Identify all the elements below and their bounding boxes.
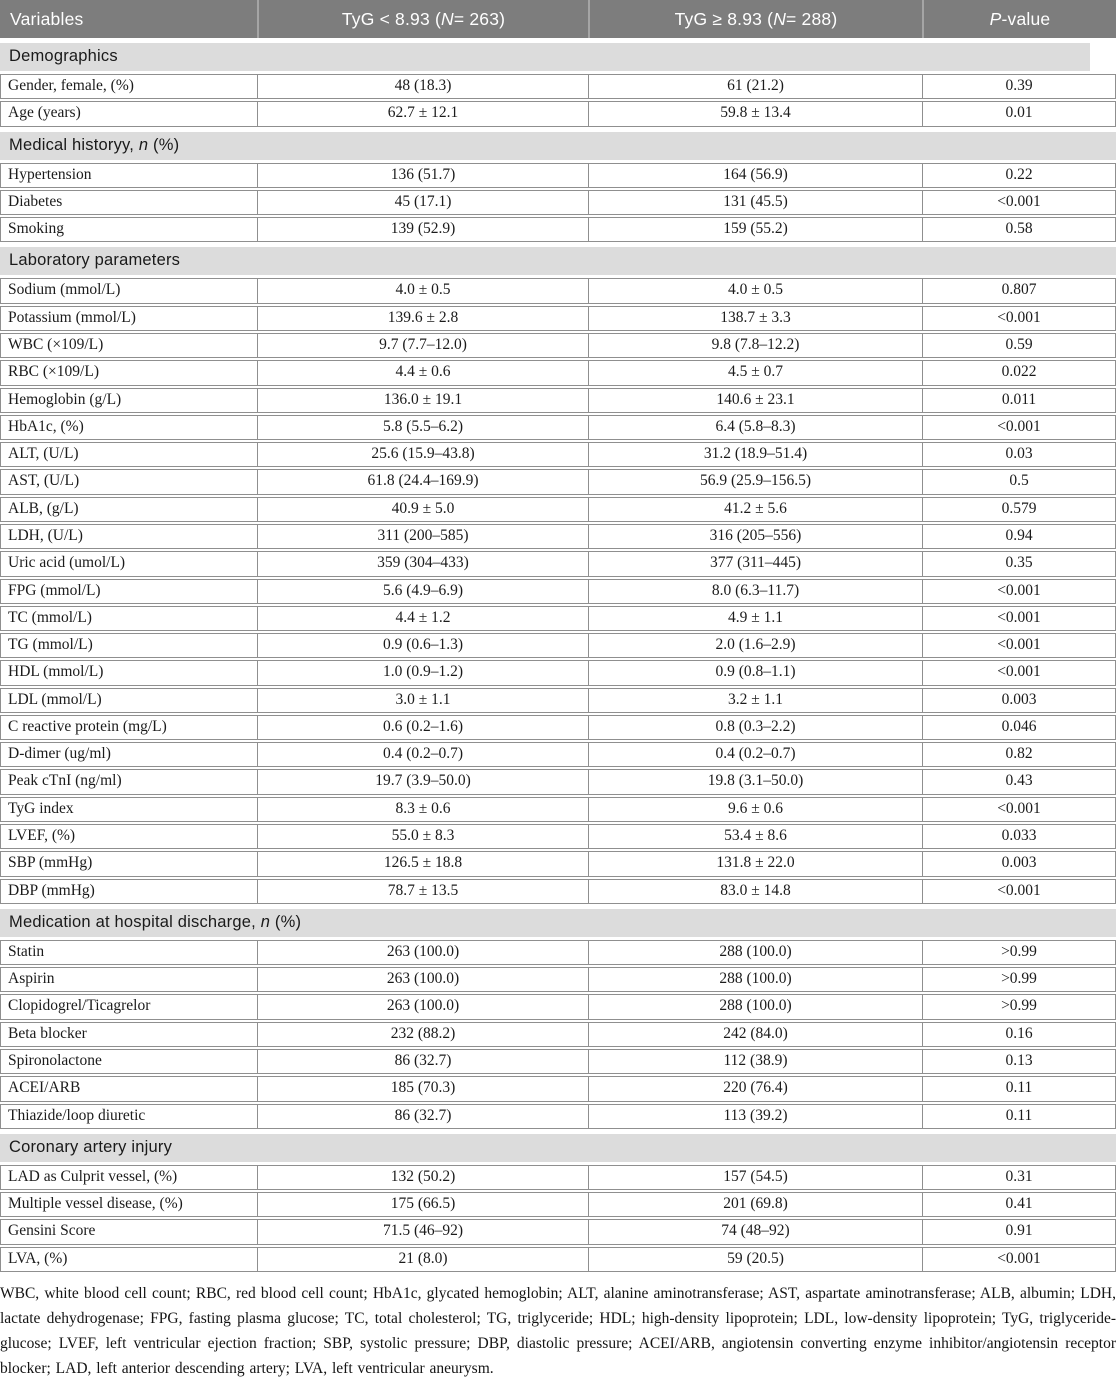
p-value-cell: <0.001 <box>922 798 1115 821</box>
variable-label-cell: FPG (mmol/L) <box>8 581 101 599</box>
table-row <box>0 1165 1116 1190</box>
table-footnote: WBC, white blood cell count; RBC, red blood cell count; HbA1c, glycated hemoglobin; ALT, alanine aminotransferase; AST, aspartate aminotransferase; ALB, albumin; LDH, lactate dehydrogenase; FPG, fasting plasma glucose; TC, total cholesterol; TG, triglyceride; HDL; high-density lipoprotein; LDL, low-density lipoprotein; TyG, triglyceride-glucose; LVEF, left ventricular ejection fraction; SBP, systolic pressure; DBP, diastolic pressure; ACEI/ARB, angiotensin converting enzyme inhibitor/angiotensin receptor blocker; LAD, left anterior descending artery; LVA, left ventricular aneurysm. <box>0 1284 1116 1378</box>
value-cell: 131.8 ± 22.0 <box>588 852 922 875</box>
variable-label-cell: Uric acid (umol/L) <box>8 554 126 572</box>
p-value-cell: 0.046 <box>922 716 1115 739</box>
value-cell: 31.2 (18.9–51.4) <box>588 443 922 466</box>
value-cell: 59 (20.5) <box>588 1248 922 1271</box>
variable-label-cell: C reactive protein (mg/L) <box>8 717 167 735</box>
table-row <box>0 660 1116 685</box>
value-cell: 288 (100.0) <box>588 995 922 1018</box>
section-header: Laboratory parameters <box>0 247 1116 275</box>
p-value-cell: <0.001 <box>922 307 1115 330</box>
p-value-cell: >0.99 <box>922 941 1115 964</box>
variable-label-cell: Gensini Score <box>8 1222 96 1240</box>
value-cell: 5.6 (4.9–6.9) <box>257 580 588 603</box>
variable-label-cell: HDL (mmol/L) <box>8 663 104 681</box>
table-row <box>0 360 1116 385</box>
table-row <box>0 469 1116 494</box>
value-cell: 45 (17.1) <box>257 191 588 214</box>
value-cell: 175 (66.5) <box>257 1193 588 1216</box>
value-cell: 6.4 (5.8–8.3) <box>588 416 922 439</box>
value-cell: 3.2 ± 1.1 <box>588 689 922 712</box>
p-value-cell: 0.43 <box>922 770 1115 793</box>
table-row <box>0 190 1116 215</box>
p-value-cell: 0.31 <box>922 1166 1115 1189</box>
value-cell: 55.0 ± 8.3 <box>257 825 588 848</box>
value-cell: 263 (100.0) <box>257 968 588 991</box>
table-row <box>0 879 1116 904</box>
value-cell: 71.5 (46–92) <box>257 1220 588 1243</box>
value-cell: 4.9 ± 1.1 <box>588 607 922 630</box>
value-cell: 126.5 ± 18.8 <box>257 852 588 875</box>
value-cell: 140.6 ± 23.1 <box>588 389 922 412</box>
column-header: Variables <box>10 8 84 29</box>
variable-label-cell: Beta blocker <box>8 1024 87 1042</box>
table-row <box>0 1219 1116 1244</box>
value-cell: 4.5 ± 0.7 <box>588 361 922 384</box>
table-row <box>0 715 1116 740</box>
value-cell: 242 (84.0) <box>588 1023 922 1046</box>
variable-label-cell: Potassium (mmol/L) <box>8 308 136 326</box>
value-cell: 40.9 ± 5.0 <box>257 498 588 521</box>
value-cell: 136 (51.7) <box>257 164 588 187</box>
p-value-cell: 0.003 <box>922 852 1115 875</box>
value-cell: 263 (100.0) <box>257 995 588 1018</box>
p-value-cell: >0.99 <box>922 968 1115 991</box>
p-value-cell: >0.99 <box>922 995 1115 1018</box>
p-value-cell: 0.13 <box>922 1050 1115 1073</box>
table-row <box>0 163 1116 188</box>
p-value-cell: <0.001 <box>922 661 1115 684</box>
variable-label-cell: LVA, (%) <box>8 1249 68 1267</box>
value-cell: 136.0 ± 19.1 <box>257 389 588 412</box>
p-value-cell: <0.001 <box>922 634 1115 657</box>
value-cell: 41.2 ± 5.6 <box>588 498 922 521</box>
value-cell: 159 (55.2) <box>588 218 922 241</box>
value-cell: 311 (200–585) <box>257 525 588 548</box>
table-row <box>0 851 1116 876</box>
variable-label-cell: WBC (×109/L) <box>8 335 104 353</box>
table-row <box>0 101 1116 126</box>
value-cell: 59.8 ± 13.4 <box>588 102 922 125</box>
table-row <box>0 579 1116 604</box>
p-value-cell: <0.001 <box>922 580 1115 603</box>
table-row <box>0 1104 1116 1129</box>
variable-label-cell: Thiazide/loop diuretic <box>8 1106 146 1124</box>
table-row <box>0 742 1116 767</box>
section-header: Medical historyy, n (%) <box>0 132 1116 160</box>
value-cell: 132 (50.2) <box>257 1166 588 1189</box>
value-cell: 2.0 (1.6–2.9) <box>588 634 922 657</box>
variable-label-cell: TC (mmol/L) <box>8 608 92 626</box>
value-cell: 139 (52.9) <box>257 218 588 241</box>
p-value-cell: 0.39 <box>922 75 1115 98</box>
value-cell: 0.8 (0.3–2.2) <box>588 716 922 739</box>
variable-label-cell: HbA1c, (%) <box>8 417 84 435</box>
variable-label-cell: Age (years) <box>8 104 81 122</box>
value-cell: 8.3 ± 0.6 <box>257 798 588 821</box>
p-value-cell: <0.001 <box>922 880 1115 903</box>
variable-label-cell: Aspirin <box>8 970 55 988</box>
value-cell: 48 (18.3) <box>257 75 588 98</box>
column-header: TyG < 8.93 ( N = 263) <box>257 0 588 38</box>
variable-label-cell: Gender, female, (%) <box>8 77 134 94</box>
variable-label-cell: LDH, (U/L) <box>8 526 83 544</box>
section-header: Demographics <box>0 43 1090 71</box>
variable-label-cell: ACEI/ARB <box>8 1079 81 1097</box>
p-value-cell: 0.35 <box>922 552 1115 575</box>
table-row <box>0 217 1116 242</box>
column-header: P -value <box>922 0 1116 38</box>
p-value-cell: 0.807 <box>922 279 1115 302</box>
table-row <box>0 306 1116 331</box>
value-cell: 53.4 ± 8.6 <box>588 825 922 848</box>
variable-label-cell: DBP (mmHg) <box>8 881 95 899</box>
variable-label-cell: Spironolactone <box>8 1052 102 1069</box>
value-cell: 19.8 (3.1–50.0) <box>588 770 922 793</box>
value-cell: 113 (39.2) <box>588 1105 922 1128</box>
table-row <box>0 994 1116 1019</box>
value-cell: 56.9 (25.9–156.5) <box>588 470 922 493</box>
value-cell: 9.6 ± 0.6 <box>588 798 922 821</box>
value-cell: 0.4 (0.2–0.7) <box>588 743 922 766</box>
variable-label-cell: LDL (mmol/L) <box>8 690 102 708</box>
value-cell: 185 (70.3) <box>257 1077 588 1100</box>
value-cell: 8.0 (6.3–11.7) <box>588 580 922 603</box>
p-value-cell: <0.001 <box>922 416 1115 439</box>
p-value-cell: <0.001 <box>922 1248 1115 1271</box>
value-cell: 220 (76.4) <box>588 1077 922 1100</box>
value-cell: 5.8 (5.5–6.2) <box>257 416 588 439</box>
p-value-cell: 0.11 <box>922 1105 1115 1128</box>
value-cell: 1.0 (0.9–1.2) <box>257 661 588 684</box>
table-row <box>0 606 1116 631</box>
value-cell: 139.6 ± 2.8 <box>257 307 588 330</box>
value-cell: 112 (38.9) <box>588 1050 922 1073</box>
p-value-cell: 0.003 <box>922 689 1115 712</box>
table-row <box>0 1049 1116 1074</box>
value-cell: 288 (100.0) <box>588 968 922 991</box>
table-row <box>0 967 1116 992</box>
p-value-cell: 0.01 <box>922 102 1115 125</box>
value-cell: 62.7 ± 12.1 <box>257 102 588 125</box>
value-cell: 4.4 ± 1.2 <box>257 607 588 630</box>
value-cell: 359 (304–433) <box>257 552 588 575</box>
value-cell: 78.7 ± 13.5 <box>257 880 588 903</box>
table-row <box>0 74 1116 99</box>
p-value-cell: 0.59 <box>922 334 1115 357</box>
value-cell: 86 (32.7) <box>257 1105 588 1128</box>
value-cell: 4.4 ± 0.6 <box>257 361 588 384</box>
table-row <box>0 633 1116 658</box>
variable-label-cell: D-dimer (ug/ml) <box>8 745 111 763</box>
value-cell: 316 (205–556) <box>588 525 922 548</box>
value-cell: 164 (56.9) <box>588 164 922 187</box>
table-row <box>0 524 1116 549</box>
value-cell: 232 (88.2) <box>257 1023 588 1046</box>
p-value-cell: 0.16 <box>922 1023 1115 1046</box>
table-row <box>0 442 1116 467</box>
table-row <box>0 1247 1116 1272</box>
variable-label-cell: Statin <box>8 942 45 960</box>
variable-label-cell: LVEF, (%) <box>8 827 76 845</box>
p-value-cell: 0.82 <box>922 743 1115 766</box>
variable-label-cell: Clopidogrel/Ticagrelor <box>8 997 151 1015</box>
p-value-cell: 0.03 <box>922 443 1115 466</box>
value-cell: 9.8 (7.8–12.2) <box>588 334 922 357</box>
value-cell: 377 (311–445) <box>588 552 922 575</box>
value-cell: 61 (21.2) <box>588 75 922 98</box>
p-value-cell: <0.001 <box>922 191 1115 214</box>
p-value-cell: <0.001 <box>922 607 1115 630</box>
value-cell: 4.0 ± 0.5 <box>588 279 922 302</box>
value-cell: 86 (32.7) <box>257 1050 588 1073</box>
value-cell: 74 (48–92) <box>588 1220 922 1243</box>
value-cell: 0.9 (0.6–1.3) <box>257 634 588 657</box>
variable-label-cell: Hemoglobin (g/L) <box>8 390 122 408</box>
value-cell: 288 (100.0) <box>588 941 922 964</box>
value-cell: 138.7 ± 3.3 <box>588 307 922 330</box>
variable-label-cell: Multiple vessel disease, (%) <box>8 1195 183 1213</box>
p-value-cell: 0.22 <box>922 164 1115 187</box>
value-cell: 3.0 ± 1.1 <box>257 689 588 712</box>
variable-label-cell: SBP (mmHg) <box>8 854 93 872</box>
table-row <box>0 769 1116 794</box>
value-cell: 0.9 (0.8–1.1) <box>588 661 922 684</box>
p-value-cell: 0.011 <box>922 389 1115 412</box>
table-row <box>0 1076 1116 1101</box>
table-header-row <box>0 0 1116 38</box>
value-cell: 61.8 (24.4–169.9) <box>257 470 588 493</box>
section-header: Medication at hospital discharge, n (%) <box>0 909 1116 937</box>
table-row <box>0 1192 1116 1217</box>
value-cell: 4.0 ± 0.5 <box>257 279 588 302</box>
table-row <box>0 278 1116 303</box>
table-row <box>0 497 1116 522</box>
p-value-cell: 0.94 <box>922 525 1115 548</box>
variable-label-cell: ALT, (U/L) <box>8 445 79 463</box>
table-row <box>0 415 1116 440</box>
p-value-cell: 0.58 <box>922 218 1115 241</box>
table-row <box>0 797 1116 822</box>
value-cell: 131 (45.5) <box>588 191 922 214</box>
p-value-cell: 0.033 <box>922 825 1115 848</box>
value-cell: 157 (54.5) <box>588 1166 922 1189</box>
p-value-cell: 0.41 <box>922 1193 1115 1216</box>
variable-label-cell: TG (mmol/L) <box>8 636 93 654</box>
variable-label-cell: Peak cTnI (ng/ml) <box>8 772 122 790</box>
value-cell: 0.6 (0.2–1.6) <box>257 716 588 739</box>
table-row <box>0 824 1116 849</box>
p-value-cell: 0.11 <box>922 1077 1115 1100</box>
p-value-cell: 0.579 <box>922 498 1115 521</box>
value-cell: 19.7 (3.9–50.0) <box>257 770 588 793</box>
variable-label-cell: ALB, (g/L) <box>8 499 79 517</box>
value-cell: 25.6 (15.9–43.8) <box>257 443 588 466</box>
variable-label-cell: TyG index <box>8 799 74 817</box>
value-cell: 0.4 (0.2–0.7) <box>257 743 588 766</box>
value-cell: 83.0 ± 14.8 <box>588 880 922 903</box>
variable-label-cell: Sodium (mmol/L) <box>8 281 121 299</box>
table-row <box>0 333 1116 358</box>
variable-label-cell: Smoking <box>8 220 64 238</box>
p-value-cell: 0.91 <box>922 1220 1115 1243</box>
p-value-cell: 0.5 <box>922 470 1115 493</box>
variable-label-cell: Hypertension <box>8 165 92 183</box>
variable-label-cell: LAD as Culprit vessel, (%) <box>8 1167 178 1185</box>
table-row <box>0 388 1116 413</box>
variable-label-cell: RBC (×109/L) <box>8 363 99 381</box>
section-header: Coronary artery injury <box>0 1134 1116 1162</box>
table-body <box>0 43 1116 1272</box>
value-cell: 9.7 (7.7–12.0) <box>257 334 588 357</box>
value-cell: 263 (100.0) <box>257 941 588 964</box>
column-header: TyG ≥ 8.93 ( N = 288) <box>588 0 922 38</box>
value-cell: 21 (8.0) <box>257 1248 588 1271</box>
p-value-cell: 0.022 <box>922 361 1115 384</box>
table-row <box>0 940 1116 965</box>
variable-label-cell: Diabetes <box>8 192 63 210</box>
variable-label-cell: AST, (U/L) <box>8 472 80 490</box>
table-row <box>0 688 1116 713</box>
table-row <box>0 1022 1116 1047</box>
table-row <box>0 551 1116 576</box>
value-cell: 201 (69.8) <box>588 1193 922 1216</box>
